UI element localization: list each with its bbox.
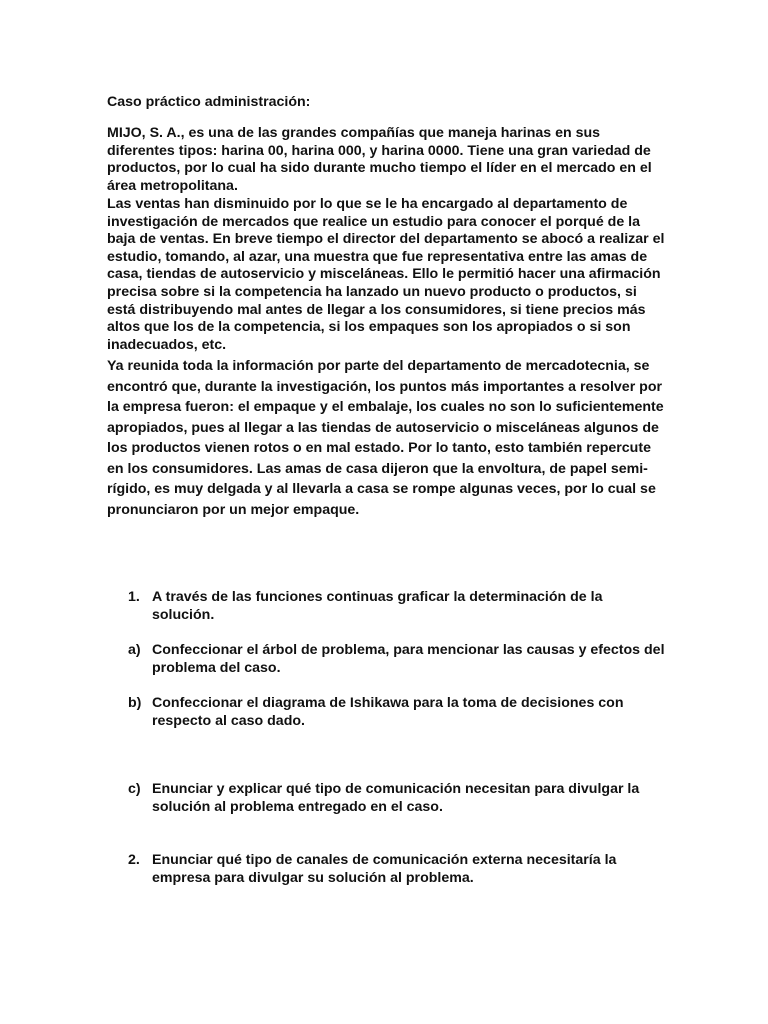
question-marker: b)	[128, 695, 142, 711]
document-title: Caso práctico administración:	[107, 94, 311, 110]
question-text: Enunciar qué tipo de canales de comunicación externa necesitaría la empresa para divulgar su solución al problema.	[152, 852, 617, 886]
question-item-a	[128, 641, 668, 677]
question-text: A través de las funciones continuas graficar la determinación de la solución.	[152, 589, 603, 623]
question-item-1	[128, 588, 668, 624]
question-marker: 1.	[128, 589, 140, 605]
paragraph-research-findings: Ya reunida toda la información por parte del departamento de mercadotecnia, se encontró que, durante la investigación, los puntos más importantes a resolver por la empresa fueron: el empaque y el embalaje, los cuales no son lo suficientemente apropiados, pues al llegar a las tiendas de autoservicio o misceláneas algunos de los productos vienen rotos o en mal estado. Por lo tanto, esto también repercute en los consumidores. Las amas de casa dijeron que la envoltura, de papel semi-rígido, es muy delgada y al llevarla a casa se rompe algunas veces, por lo cual se pronunciaron por un mejor empaque.	[107, 358, 664, 518]
question-text: Enunciar y explicar qué tipo de comunicación necesitan para divulgar la solución al problema entregado en el caso.	[152, 781, 640, 815]
question-marker: 2.	[128, 852, 140, 868]
question-item-2	[128, 851, 668, 887]
question-text: Confeccionar el árbol de problema, para mencionar las causas y efectos del problema del caso.	[152, 642, 665, 676]
paragraph-company-intro: MIJO, S. A., es una de las grandes compañías que maneja harinas en sus diferentes tipos: harina 00, harina 000, y harina 0000. Tiene una gran variedad de productos, por lo cual ha sido durante mucho tiempo el líder en el mercado en el área metropolitana.	[107, 125, 652, 194]
question-text: Confeccionar el diagrama de Ishikawa para la toma de decisiones con respecto al caso dado.	[152, 695, 624, 729]
paragraph-sales-study: Las ventas han disminuido por lo que se le ha encargado al departamento de investigación de mercados que realice un estudio para conocer el porqué de la baja de ventas. En breve tiempo el director del departamento se abocó a realizar el estudio, tomando, al azar, una muestra que fue representativa entre las amas de casa, tiendas de autoservicio y misceláneas. Ello le permitió hacer una afirmación precisa sobre si la competencia ha lanzado un nuevo producto o productos, si está distribuyendo mal antes de llegar a los consumidores, si tiene precios más altos que los de la competencia, si los empaques son los apropiados o si son inadecuados, etc.	[107, 196, 665, 353]
question-marker: a)	[128, 642, 141, 658]
question-item-b	[128, 694, 668, 730]
question-item-c	[128, 780, 668, 816]
question-marker: c)	[128, 781, 141, 797]
